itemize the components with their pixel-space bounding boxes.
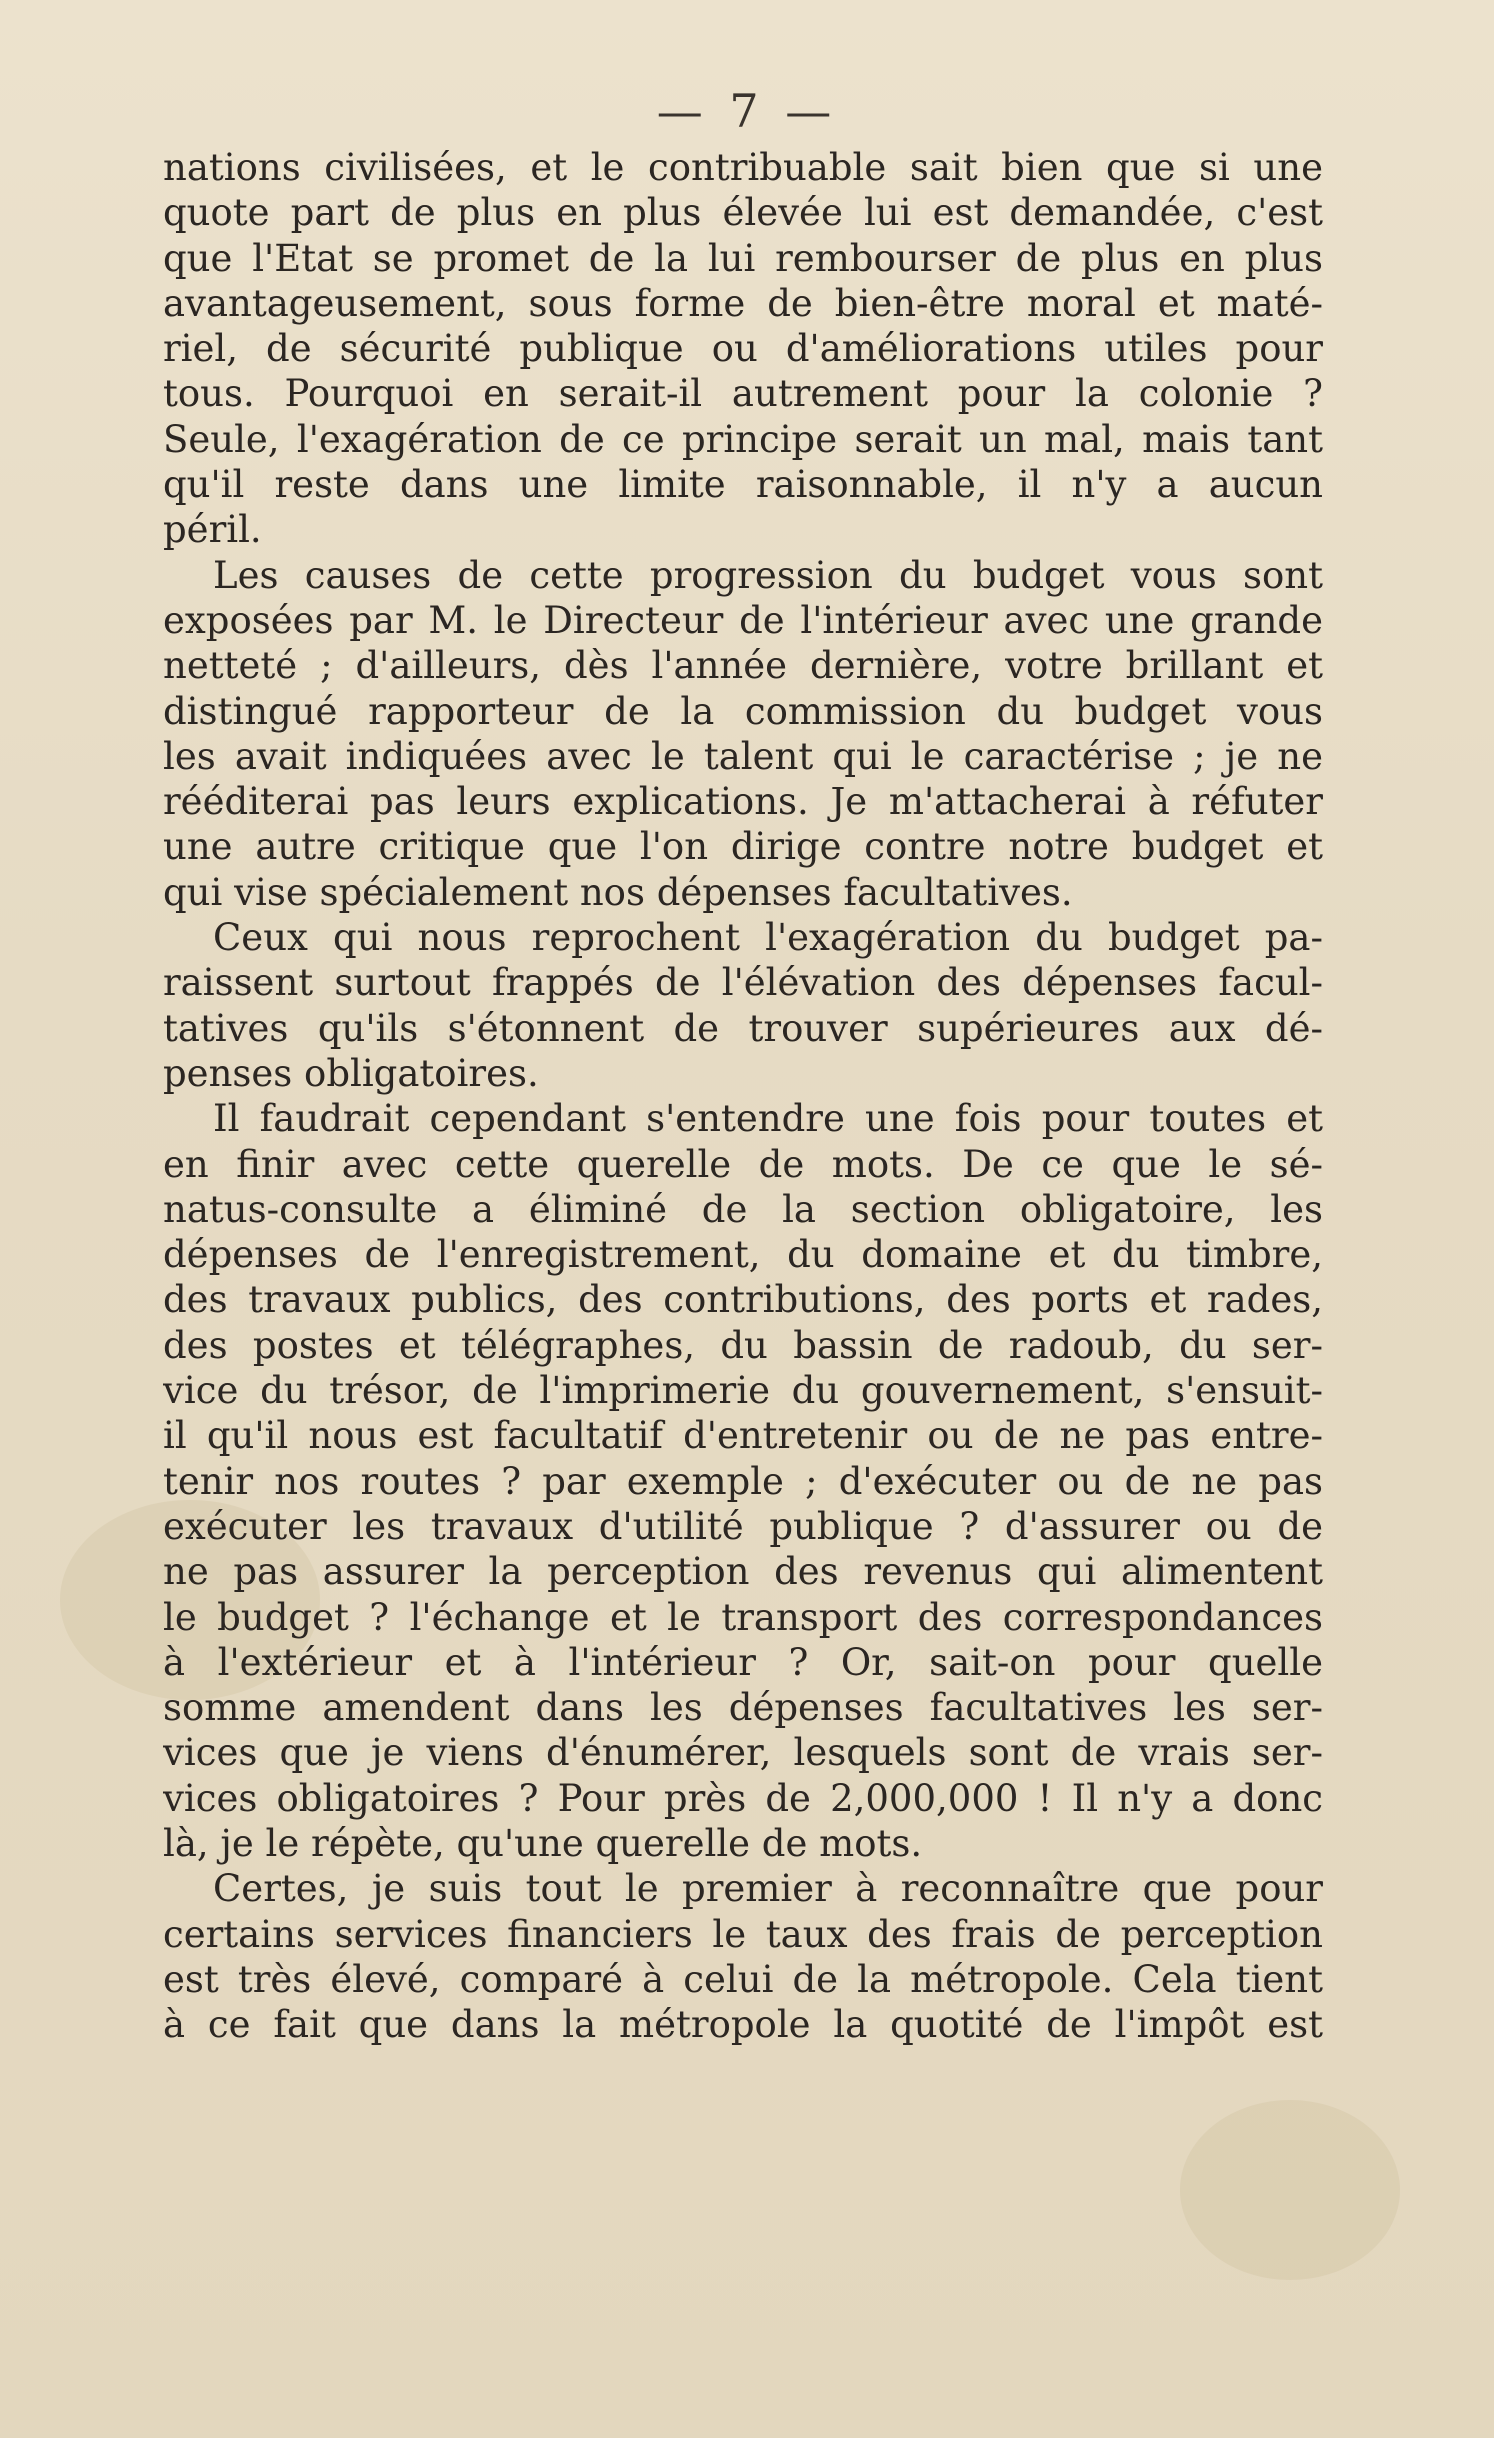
text-line: qu'il reste dans une limite raisonnable, il n'y a aucun: [163, 463, 1323, 507]
text-line: Les causes de cette progression du budget vous sont: [213, 553, 1323, 597]
text-line: Seule, l'exagération de ce principe serait un mal, mais tant: [163, 417, 1323, 461]
text-line: à l'extérieur et à l'intérieur ? Or, sait-on pour quelle: [163, 1640, 1323, 1684]
body-text: [163, 145, 1323, 2047]
text-line: les avait indiquées avec le talent qui le caractérise ; je ne: [163, 734, 1323, 778]
text-line: est très élevé, comparé à celui de la métropole. Cela tient: [163, 1957, 1323, 2001]
text-line: que l'Etat se promet de la lui rembourser de plus en plus: [163, 236, 1323, 280]
text-line: vices que je viens d'énumérer, lesquels sont de vrais ser-: [163, 1731, 1323, 1775]
text-line: exécuter les travaux d'utilité publique ? d'assurer ou de: [163, 1504, 1323, 1548]
text-line: qui vise spécialement nos dépenses facultatives.: [163, 870, 1073, 914]
text-line: nations civilisées, et le contribuable sait bien que si une: [163, 146, 1323, 189]
text-line: certains services financiers le taux des frais de perception: [163, 1912, 1323, 1956]
text-line: en finir avec cette querelle de mots. De ce que le sé-: [163, 1142, 1323, 1186]
text-line: riel, de sécurité publique ou d'améliorations utiles pour: [163, 327, 1323, 371]
text-line: Ceux qui nous reprochent l'exagération du budget pa-: [213, 916, 1323, 960]
text-line: somme amendent dans les dépenses facultatives les ser-: [163, 1686, 1323, 1730]
text-line: vices obligatoires ? Pour près de 2,000,000 ! Il n'y a donc: [163, 1776, 1323, 1820]
text-line: ne pas assurer la perception des revenus qui alimentent: [163, 1550, 1323, 1594]
text-line: des travaux publics, des contributions, des ports et rades,: [163, 1278, 1323, 1322]
text-line: distingué rapporteur de la commission du budget vous: [163, 689, 1323, 733]
text-line: Certes, je suis tout le premier à reconnaître que pour: [213, 1867, 1323, 1911]
text-line: le budget ? l'échange et le transport des correspondances: [163, 1595, 1323, 1639]
text-line: quote part de plus en plus élevée lui est demandée, c'est: [163, 191, 1323, 235]
page-number: — 7 —: [656, 84, 838, 138]
text-line: tenir nos routes ? par exemple ; d'exécuter ou de ne pas: [163, 1459, 1323, 1503]
paper-stain: [1180, 2100, 1400, 2280]
text-line: penses obligatoires.: [163, 1051, 539, 1095]
text-line: exposées par M. le Directeur de l'intérieur avec une grande: [163, 598, 1323, 642]
text-line: des postes et télégraphes, du bassin de radoub, du ser-: [163, 1323, 1323, 1367]
text-line: là, je le répète, qu'une querelle de mots.: [163, 1821, 923, 1865]
text-line: rééditerai pas leurs explications. Je m'attacherai à réfuter: [163, 780, 1323, 824]
text-line: Il faudrait cependant s'entendre une fois pour toutes et: [213, 1097, 1323, 1141]
text-line: dépenses de l'enregistrement, du domaine et du timbre,: [163, 1233, 1323, 1277]
text-line: natus-consulte a éliminé de la section obligatoire, les: [163, 1187, 1323, 1231]
text-line: tatives qu'ils s'étonnent de trouver supérieures aux dé-: [163, 1006, 1323, 1050]
text-line: à ce fait que dans la métropole la quotité de l'impôt est: [163, 2003, 1323, 2047]
text-line: raissent surtout frappés de l'élévation des dépenses facul-: [163, 961, 1323, 1005]
text-line: une autre critique que l'on dirige contre notre budget et: [163, 825, 1323, 869]
text-line: il qu'il nous est facultatif d'entretenir ou de ne pas entre-: [163, 1414, 1323, 1458]
text-line: avantageusement, sous forme de bien-être moral et maté-: [163, 281, 1323, 325]
text-line: vice du trésor, de l'imprimerie du gouvernement, s'ensuit-: [163, 1369, 1323, 1413]
text-line: péril.: [163, 508, 262, 552]
text-line: netteté ; d'ailleurs, dès l'année dernière, votre brillant et: [163, 644, 1323, 688]
text-line: tous. Pourquoi en serait-il autrement pour la colonie ?: [163, 372, 1323, 416]
